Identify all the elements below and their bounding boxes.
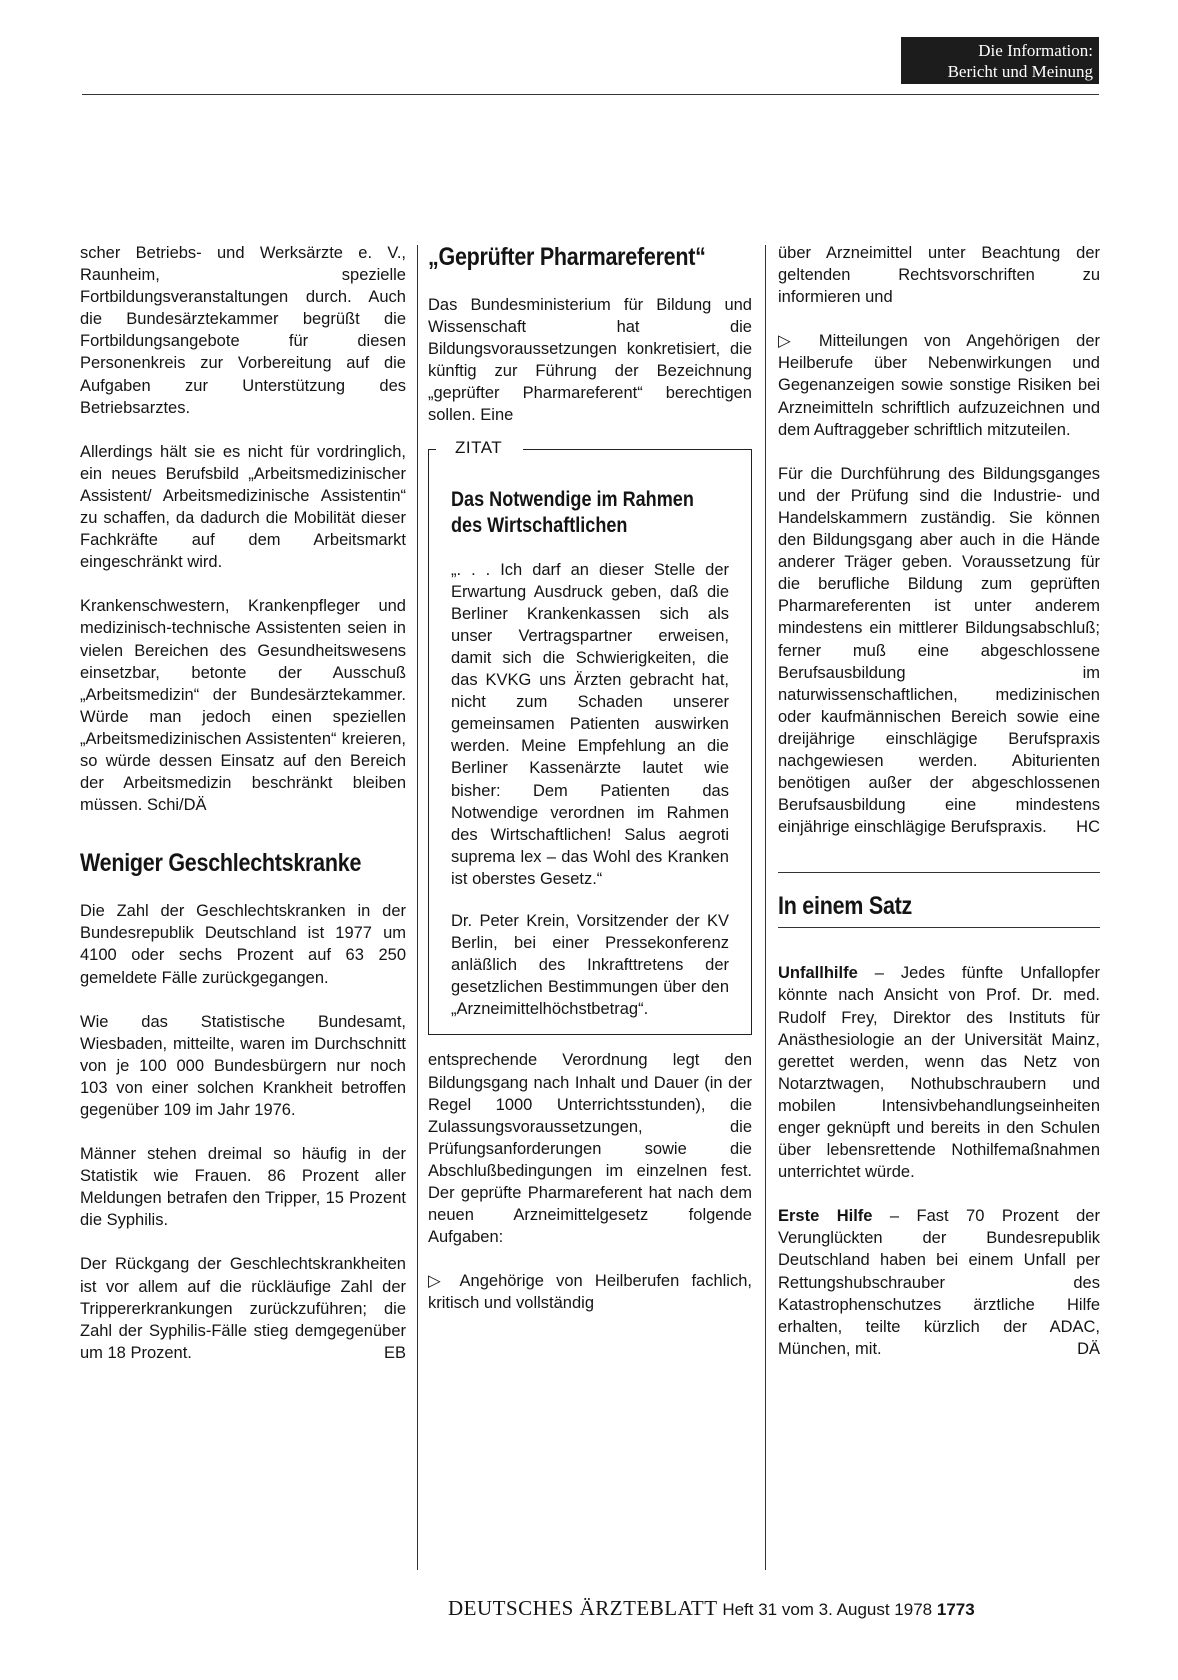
section-rule <box>778 872 1100 873</box>
paragraph: Allerdings hält sie es nicht für vordringlich, ein neues Berufsbild „Arbeitsmedizinischer Assistent/ Arbeitsmedizinische Assistentin“ zu schaffen, da dadurch die Mobilität dieser Fachkräfte auf dem Arbeitsmarkt eingeschränkt wird. <box>80 442 406 572</box>
quote-source: Dr. Peter Krein, Vorsitzender der KV Berlin, bei einer Pressekonferenz anläßlich des Inkrafttretens der gesetzlichen Bestimmungen über den „Arzneimittelhöchstbetrag“. <box>451 911 729 1019</box>
paragraph: Der Rückgang der Geschlechtskrankheiten ist vor allem auf die rückläufige Zahl der Trippererkrankungen zurückzuführen; die Zahl der Syphilis-Fälle stieg demgegenüber um 18 Prozent. EB <box>80 1253 406 1363</box>
quote-box <box>428 437 752 1036</box>
paragraph: Für die Durchführung des Bildungsganges und der Prüfung sind die Industrie- und Handelskammern zuständig. Sie können den Bildungsgang aber auch in die Hände anderer Träger geben. Voraussetzung für die berufliche Bildung zum geprüften Pharmareferenten ist unter anderem mindestens ein mittlerer Bildungsabschluß; ferner muß eine abgeschlossene Berufsausbildung im naturwissenschaftlichen, medizinischen oder kaufmännischen Bereich sowie eine dreijährige einschlägige Berufspraxis nachgewiesen werden. Abiturienten benötigen außer der abgeschlossenen Berufsausbildung eine mindestens einjährige einschlägige Berufspraxis. HC <box>778 463 1100 839</box>
column-rule-2 <box>765 245 766 1570</box>
quote-tag: ZITAT <box>455 437 503 457</box>
author-signature: HC <box>1076 818 1100 837</box>
issue-info: Heft 31 vom 3. August 1978 <box>722 1600 933 1619</box>
author-signature: DÄ <box>1077 1339 1100 1358</box>
author-signature: Schi/DÄ <box>146 796 207 815</box>
author-signature: EB <box>383 1343 406 1362</box>
news-item-head: Unfallhilfe <box>778 964 858 983</box>
column-2 <box>428 242 752 1336</box>
paragraph: Männer stehen dreimal so häufig in der Statistik wie Frauen. 86 Prozent aller Meldungen betrafen den Tripper, 15 Prozent die Syphilis. <box>80 1145 406 1230</box>
paragraph: Die Zahl der Geschlechtskranken in der Bundesrepublik Deutschland ist 1977 um 4100 oder sechs Prozent auf 63 250 gemeldete Fälle zurückgegangen. <box>80 902 406 987</box>
header-rule <box>82 94 1099 95</box>
section-headline: In einem Satz <box>778 892 913 921</box>
article-headline: Weniger Geschlechtskranke <box>80 849 362 878</box>
news-item: Unfallhilfe – Jedes fünfte Unfallopfer könnte nach Ansicht von Prof. Dr. med. Rudolf Frey, Direktor des Instituts für Anästhesiologie an der Universität Mainz, gerettet werden, wenn das Netz von Notarztwagen, Nothubschraubern und mobilen Intensivbehandlungseinheiten enger geknüpft und bereits in den Schulen über lebensrettende Nothilfemaßnahmen unterrichtet würde. <box>778 964 1100 1182</box>
news-item-head: Erste Hilfe <box>778 1207 873 1226</box>
page-footer <box>448 1596 1100 1621</box>
paragraph: scher Betriebs- und Werksärzte e. V., Raunheim, spezielle Fortbildungsveranstaltungen durch. Auch die Bundesärztekammer begrüßt die Fortbildungsangebote für diesen Personenkreis zur Vorbereitung auf die Aufgaben zur Unterstützung des Betriebsarztes. <box>80 244 406 417</box>
paragraph: über Arzneimittel unter Beachtung der geltenden Rechtsvorschriften zu informieren und <box>778 244 1100 307</box>
rubric-line-2: Bericht und Meinung <box>947 62 1093 81</box>
article-headline: „Geprüfter Pharmareferent“ <box>428 243 706 271</box>
paragraph: ▷ Angehörige von Heilberufen fachlich, kritisch und vollständig <box>428 1272 752 1313</box>
section-rubric <box>901 37 1099 84</box>
page-number: 1773 <box>936 1600 975 1619</box>
section-rule <box>778 927 1100 928</box>
rubric-line-1: Die Information: <box>978 41 1093 60</box>
paragraph: Das Bundesministerium für Bildung und Wissenschaft hat die Bildungsvoraussetzungen konkretisiert, die künftig zur Führung der Bezeichnung „geprüfter Pharmareferent“ berechtigen sollen. Eine <box>428 296 752 425</box>
paragraph: Krankenschwestern, Krankenpfleger und medizinisch-technische Assistenten seien in vielen Bereichen des Gesundheitswesens einsetzbar, betonte der Ausschuß „Arbeitsmedizin“ der Bundesärztekammer. Würde man jedoch einen speziellen „Arbeitsmedizinischen Assistenten“ kreieren, so würde dessen Einsatz auf den Bereich der Arbeitsmedizin beschränkt bleiben müssen. Schi/DÄ <box>80 597 406 815</box>
quote-title: Das Notwendige im Rahmen des Wirtschaftlichen <box>451 487 694 537</box>
column-3 <box>778 242 1100 1382</box>
column-rule-1 <box>417 245 418 1570</box>
paragraph: ▷ Mitteilungen von Angehörigen der Heilberufe über Nebenwirkungen und Gegenanzeigen sowie sonstige Risiken bei Arzneimitteln schriftlich aufzuzeichnen und dem Auftraggeber schriftlich mitzuteilen. <box>778 332 1100 439</box>
news-item: Erste Hilfe – Fast 70 Prozent der Verunglückten der Bundesrepublik Deutschland haben bei einem Unfall per Rettungshubschrauber des Katastrophenschutzes ärztliche Hilfe erhalten, teilte kürzlich der ADAC, München, mit. DÄ <box>778 1205 1100 1360</box>
paragraph: Wie das Statistische Bundesamt, Wiesbaden, mitteilte, waren im Durchschnitt von je 100 000 Bundesbürgern nur noch 103 von einer solchen Krankheit betroffen gegenüber 109 im Jahr 1976. <box>80 1012 406 1119</box>
journal-name: DEUTSCHES ÄRZTEBLATT <box>448 1596 718 1620</box>
paragraph: entsprechende Verordnung legt den Bildungsgang nach Inhalt und Dauer (in der Regel 1000 Unterrichtsstunden), die Zulassungsvoraussetzungen, die Prüfungsanforderungen sowie die Abschlußbedingungen im einzelnen fest. Der geprüfte Pharmareferent hat nach dem neuen Arzneimittelgesetz folgende Aufgaben: <box>428 1051 752 1247</box>
quote-text: „. . . Ich darf an dieser Stelle der Erwartung Ausdruck geben, daß die Berliner Krankenkassen sich als unser Vertragspartner erweisen, damit sich die Schwierigkeiten, die das KVKG uns Ärzten gebracht hat, nicht zum Schaden unserer gemeinsamen Patienten auswirken werden. Meine Empfehlung an die Berliner Kassenärzte lautet wie bisher: Dem Patienten das Notwendige verordnen im Rahmen des Wirtschaftlichen! Salus aegroti suprema lex – das Wohl des Kranken ist oberstes Gesetz.“ <box>451 560 729 888</box>
column-1 <box>80 242 406 1386</box>
